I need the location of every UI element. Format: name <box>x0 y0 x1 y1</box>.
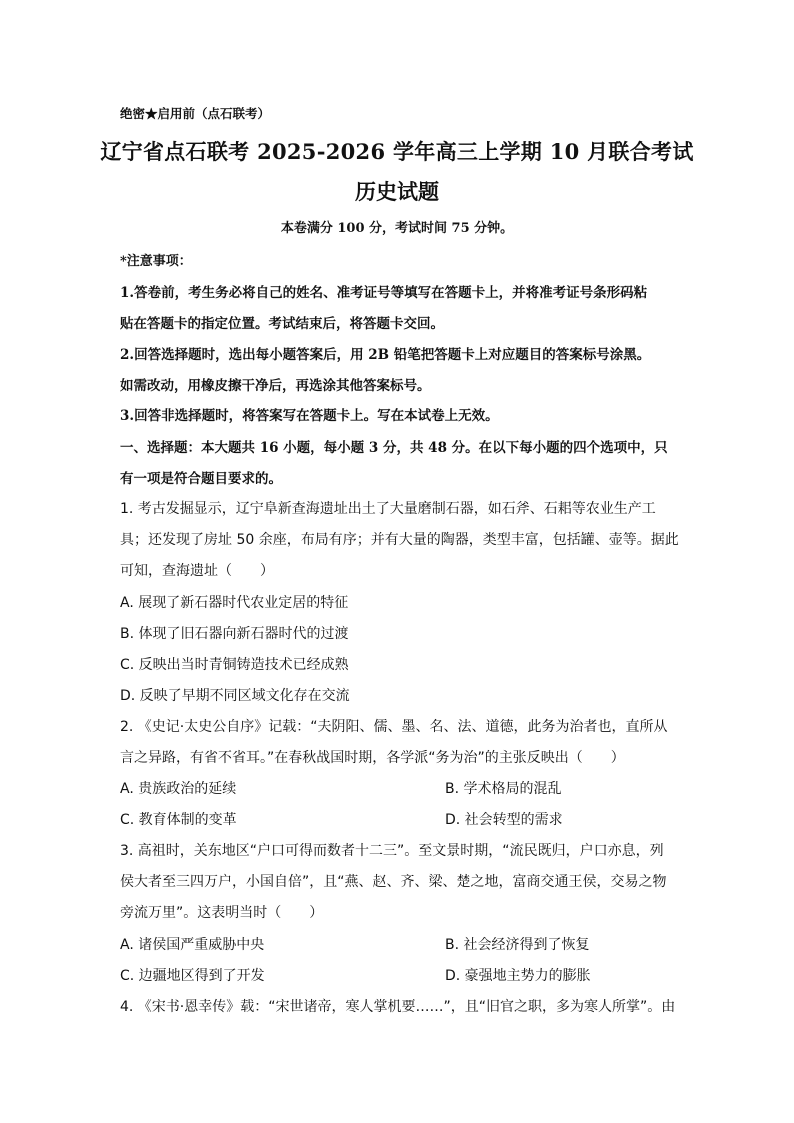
option-d: D. 反映了早期不同区域文化存在交流 <box>120 688 350 704</box>
notice-heading: *注意事项： <box>120 254 192 269</box>
question-stem: 1. 考古发掘显示，辽宁阜新查海遗址出土了大量磨制石器，如石斧、石耜等农业生产工 <box>120 501 656 517</box>
question-stem: 旁流万里”。这表明当时（ ） <box>120 905 324 921</box>
option-a: A. 展现了新石器时代农业定居的特征 <box>120 595 349 611</box>
exam-title: 辽宁省点石联考 2025-2026 学年高三上学期 10 月联合考试 <box>100 139 694 164</box>
exam-info: 本卷满分 100 分，考试时间 75 分钟。 <box>280 221 514 236</box>
confidential-tag: 绝密★启用前（点石联考） <box>120 106 271 121</box>
option-a: A. 贵族政治的延续 <box>120 781 237 797</box>
option-b: B. 学术格局的混乱 <box>445 781 562 797</box>
section-heading: 有一项是符合题目要求的。 <box>120 471 282 487</box>
subject-title: 历史试题 <box>355 179 439 204</box>
option-c: C. 反映出当时青铜铸造技术已经成熟 <box>120 657 349 673</box>
option-c: C. 边疆地区得到了开发 <box>120 968 265 984</box>
question-stem: 4. 《宋书·恩幸传》载：“宋世诸帝，寒人掌机要……”，且“旧官之职，多为寒人所掌”。由 <box>120 999 676 1015</box>
notice-line: 如需改动，用橡皮擦干净后，再选涂其他答案标号。 <box>120 378 431 394</box>
question-stem: 侯大者至三四万户，小国自倍”，且“燕、赵、齐、梁、楚之地，富商交通王侯，交易之物 <box>120 874 667 890</box>
notice-line: 3.回答非选择题时，将答案写在答题卡上。写在本试卷上无效。 <box>120 408 499 424</box>
question-stem: 2. 《史记·太史公自序》记载：“夫阴阳、儒、墨、名、法、道德，此务为治者也，直所从 <box>120 719 668 735</box>
option-d: D. 豪强地主势力的膨胀 <box>445 968 591 984</box>
notice-line: 2.回答选择题时，选出每小题答案后，用 2B 铅笔把答题卡上对应题目的答案标号涂黑。 <box>120 347 651 363</box>
option-d: D. 社会转型的需求 <box>445 812 563 828</box>
question-stem: 可知，查海遗址（ ） <box>120 563 274 579</box>
question-stem: 言之异路，有省不省耳。”在春秋战国时期，各学派“务为治”的主张反映出（ ） <box>120 750 625 766</box>
option-b: B. 体现了旧石器向新石器时代的过渡 <box>120 626 349 642</box>
option-b: B. 社会经济得到了恢复 <box>445 937 590 953</box>
option-a: A. 诸侯国严重威胁中央 <box>120 937 265 953</box>
question-stem: 具；还发现了房址 50 余座，布局有序；并有大量的陶器，类型丰富，包括罐、壶等。据此 <box>120 532 679 548</box>
notice-line: 贴在答题卡的指定位置。考试结束后，将答题卡交回。 <box>120 316 444 332</box>
option-c: C. 教育体制的变革 <box>120 812 237 828</box>
section-heading: 一、选择题：本大题共 16 小题，每小题 3 分，共 48 分。在以下每小题的四个选项中，只 <box>120 440 668 456</box>
notice-line: 1.答卷前，考生务必将自己的姓名、准考证号等填写在答题卡上，并将准考证号条形码粘 <box>120 285 648 301</box>
question-stem: 3. 高祖时，关东地区“户口可得而数者十二三”。至文景时期，“流民既归，户口亦息，列 <box>120 843 664 859</box>
